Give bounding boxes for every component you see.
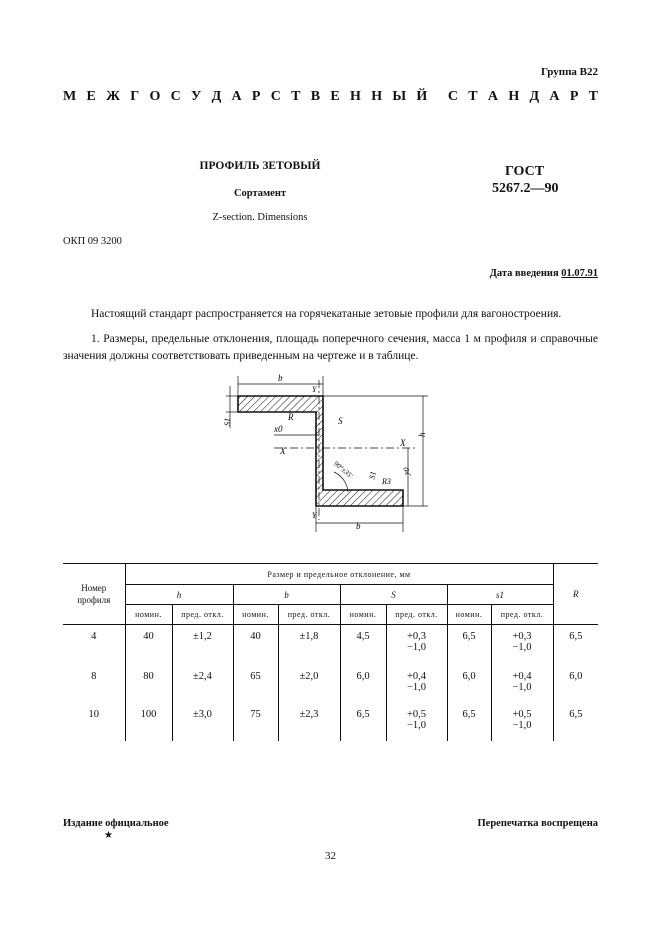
table-row	[63, 625, 598, 665]
banner-letter: Ы	[392, 89, 407, 104]
tol-upper: +0,3	[406, 631, 427, 642]
banner-letter: Н	[508, 89, 520, 104]
intro-date-value: 01.07.91	[561, 268, 598, 279]
label-h: h	[417, 432, 427, 437]
tol-lower: −1,0	[406, 719, 427, 731]
cell-s1-tol	[491, 703, 553, 741]
star-icon: ★	[104, 830, 113, 841]
official-edition: Издание официальное	[63, 818, 169, 829]
label-x-left: X	[280, 446, 286, 456]
label-s1-right: S1	[367, 470, 378, 480]
paragraph-scope	[63, 306, 598, 323]
banner-letter: Е	[330, 89, 340, 104]
paragraph-scope-text: Настоящий стандарт распространяется на горячекатаные зетовые профили для вагоностроения.	[91, 308, 562, 320]
table-row	[63, 703, 598, 741]
col-header-group: Размер и предельное отклонение, мм	[125, 564, 553, 585]
label-y-top: Y	[312, 385, 317, 394]
label-y0: y0	[402, 467, 411, 475]
tol-lower: −1,0	[406, 642, 427, 653]
banner-letter: Н	[350, 89, 361, 104]
cell-s1: 6,5	[447, 703, 491, 741]
col-header-number: Номер профиля	[63, 564, 125, 625]
label-r3: R3	[382, 477, 391, 486]
cell-s: 6,0	[340, 665, 386, 703]
cell-b-tol: ±1,8	[278, 625, 340, 665]
sub-header-nom: номин.	[233, 605, 278, 625]
banner-letter: А	[231, 89, 242, 104]
sub-header-tol: пред. откл.	[491, 605, 553, 625]
label-s: S	[338, 416, 343, 426]
banner-letter: О	[149, 89, 161, 104]
banner-letter: А	[549, 89, 560, 104]
cell-h-tol: ±3,0	[172, 703, 233, 741]
sub-header-nom: номин.	[125, 605, 172, 625]
cell-num: 10	[63, 703, 125, 741]
cell-h: 100	[125, 703, 172, 741]
cell-r: 6,5	[553, 625, 598, 665]
group-code: Группа В22	[540, 66, 598, 78]
page-number: 32	[325, 850, 336, 862]
cell-h-tol: ±1,2	[172, 625, 233, 665]
banner-letter: А	[487, 89, 499, 104]
banner-letter: В	[310, 89, 321, 104]
label-b-top: b	[278, 373, 283, 383]
gost-label: ГОСТ	[505, 164, 545, 179]
banner-letter: Г	[130, 89, 140, 104]
cell-r: 6,0	[553, 665, 598, 703]
banner-letter: Т	[588, 89, 598, 104]
cell-b-tol: ±2,3	[278, 703, 340, 741]
cell-s-tol	[386, 703, 447, 741]
document-title: ПРОФИЛЬ ЗЕТОВЫЙ	[199, 160, 321, 172]
banner-letter: Н	[371, 89, 383, 104]
sub-header-nom: номин.	[340, 605, 386, 625]
cell-b: 65	[233, 665, 278, 703]
label-s1-left: S1	[223, 418, 232, 426]
cell-s1: 6,0	[447, 665, 491, 703]
standard-banner	[63, 89, 598, 105]
okp-code: ОКП 09 3200	[63, 236, 122, 247]
cell-s1-tol	[491, 665, 553, 703]
cell-b-tol: ±2,0	[278, 665, 340, 703]
gost-number: 5267.2—90	[492, 181, 559, 196]
sub-header-tol: пред. откл.	[172, 605, 233, 625]
introduction-date	[490, 268, 598, 279]
banner-letter: Д	[211, 89, 222, 104]
banner-letter: Т	[291, 89, 301, 104]
cell-s-tol	[386, 665, 447, 703]
z-profile-section	[238, 396, 403, 506]
banner-letter: Й	[416, 89, 428, 104]
label-x-right: X	[400, 438, 406, 448]
banner-letter: У	[191, 89, 202, 104]
table-row	[63, 665, 598, 703]
cell-h: 80	[125, 665, 172, 703]
cell-num: 8	[63, 665, 125, 703]
banner-letter: М	[63, 89, 77, 104]
tol-lower: −1,0	[512, 681, 532, 693]
cell-num: 4	[63, 625, 125, 665]
cell-r: 6,5	[553, 703, 598, 741]
english-title: Z-section. Dimensions	[212, 212, 308, 223]
tol-lower: −1,0	[512, 719, 532, 731]
cell-s1: 6,5	[447, 625, 491, 665]
banner-letter: Р	[569, 89, 579, 104]
banner-letter: С	[447, 89, 458, 104]
paragraph-requirements-text: 1. Размеры, предельные отклонения, площадь поперечного сечения, масса 1 м профиля и справочные значения должны соответствовать приведенным на чертеже и в таблице.	[63, 333, 598, 362]
cell-b: 75	[233, 703, 278, 741]
tol-upper: +0,4	[406, 670, 427, 682]
label-b-bottom: b	[356, 521, 361, 531]
document-subtitle: Сортамент	[233, 188, 287, 199]
cell-s1-tol	[491, 625, 553, 665]
label-y-bottom: Y	[312, 511, 317, 520]
col-header-s: S	[340, 585, 447, 605]
cell-s-tol	[386, 625, 447, 665]
cell-s: 6,5	[340, 703, 386, 741]
col-header-h: h	[125, 585, 233, 605]
sub-header-tol: пред. откл.	[386, 605, 447, 625]
banner-letter: Р	[251, 89, 261, 104]
col-header-s1: s1	[447, 585, 553, 605]
label-x0: x0	[274, 424, 283, 434]
cell-h-tol: ±2,4	[172, 665, 233, 703]
cell-b: 40	[233, 625, 278, 665]
col-header-b: b	[233, 585, 340, 605]
cell-s: 4,5	[340, 625, 386, 665]
banner-letter: С	[270, 89, 281, 104]
intro-date-label: Дата введения	[489, 268, 562, 279]
tol-upper: +0,3	[512, 631, 532, 642]
label-angle: 90°±35′	[332, 459, 355, 480]
banner-letter: Ж	[106, 89, 120, 104]
banner-letter: Д	[529, 89, 540, 104]
tol-upper: +0,5	[406, 708, 427, 720]
sub-header-nom: номин.	[447, 605, 491, 625]
cell-h: 40	[125, 625, 172, 665]
z-section-drawing	[208, 372, 448, 532]
reprint-notice: Перепечатка воспрещена	[477, 818, 598, 829]
label-r: R	[288, 412, 294, 422]
tol-upper: +0,5	[512, 708, 532, 720]
banner-letter: Т	[468, 89, 478, 104]
paragraph-requirements	[63, 331, 598, 365]
dimensions-table	[63, 563, 598, 741]
banner-letter: С	[170, 89, 181, 104]
tol-lower: −1,0	[406, 681, 427, 693]
sub-header-tol: пред. откл.	[278, 605, 340, 625]
tol-lower: −1,0	[512, 642, 532, 653]
col-header-r: R	[553, 564, 598, 625]
banner-letter: Е	[86, 89, 96, 104]
tol-upper: +0,4	[512, 670, 532, 682]
